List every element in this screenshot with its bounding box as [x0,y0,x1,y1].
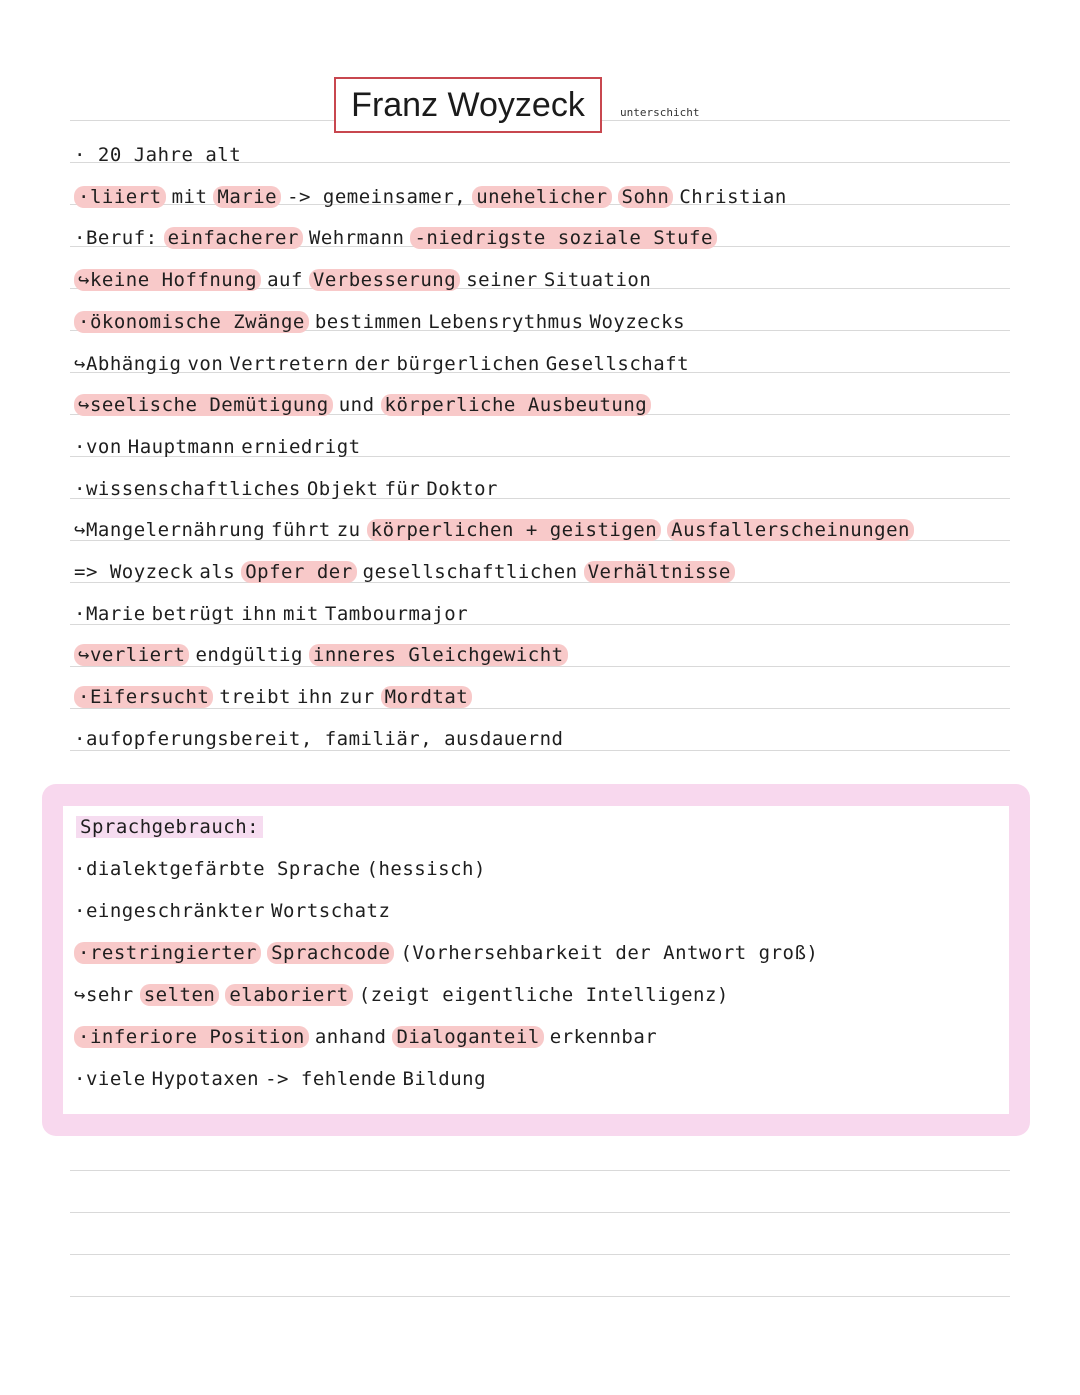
note-text: für [384,477,421,500]
note-text: Wortschatz [271,900,391,922]
note-text: ·eingeschränkter [74,900,266,922]
note-text: auf [267,269,303,292]
highlighted-text: einfacherer [164,227,303,249]
note-line [74,388,1064,422]
note-text: ↪sehr [74,984,134,1006]
note-line [74,1020,1064,1054]
note-line [74,852,1064,886]
note-line [74,638,1064,672]
note-text: Woyzecks [589,310,686,333]
note-line [74,138,1064,172]
panel-heading [76,810,1066,844]
highlighted-text: Verbesserung [309,269,460,291]
note-text: -> fehlende [265,1068,397,1090]
ruled-line [70,1296,1010,1297]
highlighted-text: -niedrigste soziale Stufe [410,227,716,249]
note-text: führt [271,519,331,542]
ruled-line [70,1212,1010,1213]
note-text: ·dialektgefärbte Sprache [74,858,361,880]
note-text: und [338,394,375,417]
note-text: seiner [466,269,538,292]
note-line [74,347,1064,381]
note-text: Hauptmann [127,435,236,458]
note-text: ·aufopferungsbereit, familiär, ausdauernd [74,727,564,750]
note-text: · 20 Jahre alt [74,144,242,166]
note-line [74,305,1064,339]
note-line [74,978,1064,1012]
note-line [74,894,1064,928]
highlighted-text: ·Eifersucht [74,686,213,708]
note-text: ·von [74,435,122,458]
note-line [74,430,1064,464]
note-text: betrügt [151,602,236,625]
note-text: Bildung [402,1068,487,1090]
ruled-line [70,1254,1010,1255]
highlighted-text: ↪keine Hoffnung [74,269,261,291]
highlighted-text: Sprachcode [267,942,394,964]
highlighted-text: Mordtat [381,686,473,708]
highlighted-text: ·restringierter [74,942,261,964]
note-text: Lebensrythmus [428,310,584,333]
panel-heading-text: Sprachgebrauch: [76,816,263,838]
note-text: ihn [241,602,278,625]
highlighted-text: ↪seelische Demütigung [74,394,333,416]
note-text: ·Marie [74,602,146,625]
highlighted-text: ·inferiore Position [74,1026,309,1048]
note-text: zu [336,519,361,542]
ruled-line [70,1170,1010,1171]
note-text: (Vorhersehbarkeit der Antwort groß) [400,942,819,964]
note-text: mit [283,602,319,625]
note-text: Vertretern [229,352,349,375]
note-text: gesellschaftlichen [362,561,578,583]
note-text: erniedrigt [241,435,361,458]
highlighted-text: Sohn [618,186,674,208]
note-line [74,722,1064,756]
note-text: anhand [314,1026,387,1048]
note-text: Objekt [306,477,379,500]
highlighted-text: Dialoganteil [392,1026,543,1048]
note-text: von [187,352,224,375]
highlighted-text: selten [140,984,220,1006]
note-text: erkennbar [549,1026,658,1048]
note-text: Gesellschaft [545,352,690,375]
note-text: ·wissenschaftliches [74,477,301,500]
highlighted-text: Ausfallerscheinungen [667,519,914,541]
note-line [74,180,1064,214]
note-text: ·viele [74,1068,146,1090]
note-line [74,513,1064,547]
highlighted-text: Verhältnisse [584,561,735,583]
note-text: ↪Mangelernährung [74,519,266,542]
note-text: ↪Abhängig [74,352,182,375]
note-text: zur [338,686,375,709]
note-text: ·Beruf: [74,227,158,250]
note-text: Situation [543,269,652,292]
highlighted-text: ·liiert [74,186,166,208]
page-title: Franz Woyzeck [334,77,602,133]
note-text: bürgerlichen [396,352,540,375]
note-text: ihn [296,686,333,709]
note-text: (hessisch) [366,858,486,880]
title-annotation: unterschicht [620,106,700,119]
note-text: mit [171,185,208,208]
note-text: -> gemeinsamer, [287,185,467,208]
note-text: Tambourmajor [324,602,469,625]
highlighted-text: inneres Gleichgewicht [309,644,568,666]
note-line [74,221,1064,255]
highlighted-text: körperlichen + geistigen [367,519,662,541]
note-line [74,936,1064,970]
note-text: der [354,352,391,375]
note-line [74,472,1064,506]
note-text: treibt [219,686,291,709]
note-line [74,1062,1064,1096]
highlighted-text: Opfer der [241,561,356,583]
note-text: (zeigt eigentliche Intelligenz) [358,984,729,1006]
note-text: endgültig [195,644,303,667]
note-text: als [199,561,236,583]
note-text: bestimmen [314,310,423,333]
note-line [74,263,1064,297]
highlighted-text: Marie [213,186,281,208]
highlighted-text: elaboriert [225,984,352,1006]
note-text: Wehrmann [308,227,405,250]
note-text: Hypotaxen [151,1068,260,1090]
highlighted-text: ·ökonomische Zwänge [74,311,309,333]
note-line [74,555,1064,589]
note-text: Doktor [426,477,498,500]
highlighted-text: ↪verliert [74,644,189,666]
note-text: => Woyzeck [74,561,194,583]
highlighted-text: körperliche Ausbeutung [381,394,652,416]
note-line [74,680,1064,714]
note-text: Christian [679,185,787,208]
note-line [74,597,1064,631]
highlighted-text: unehelicher [472,186,611,208]
